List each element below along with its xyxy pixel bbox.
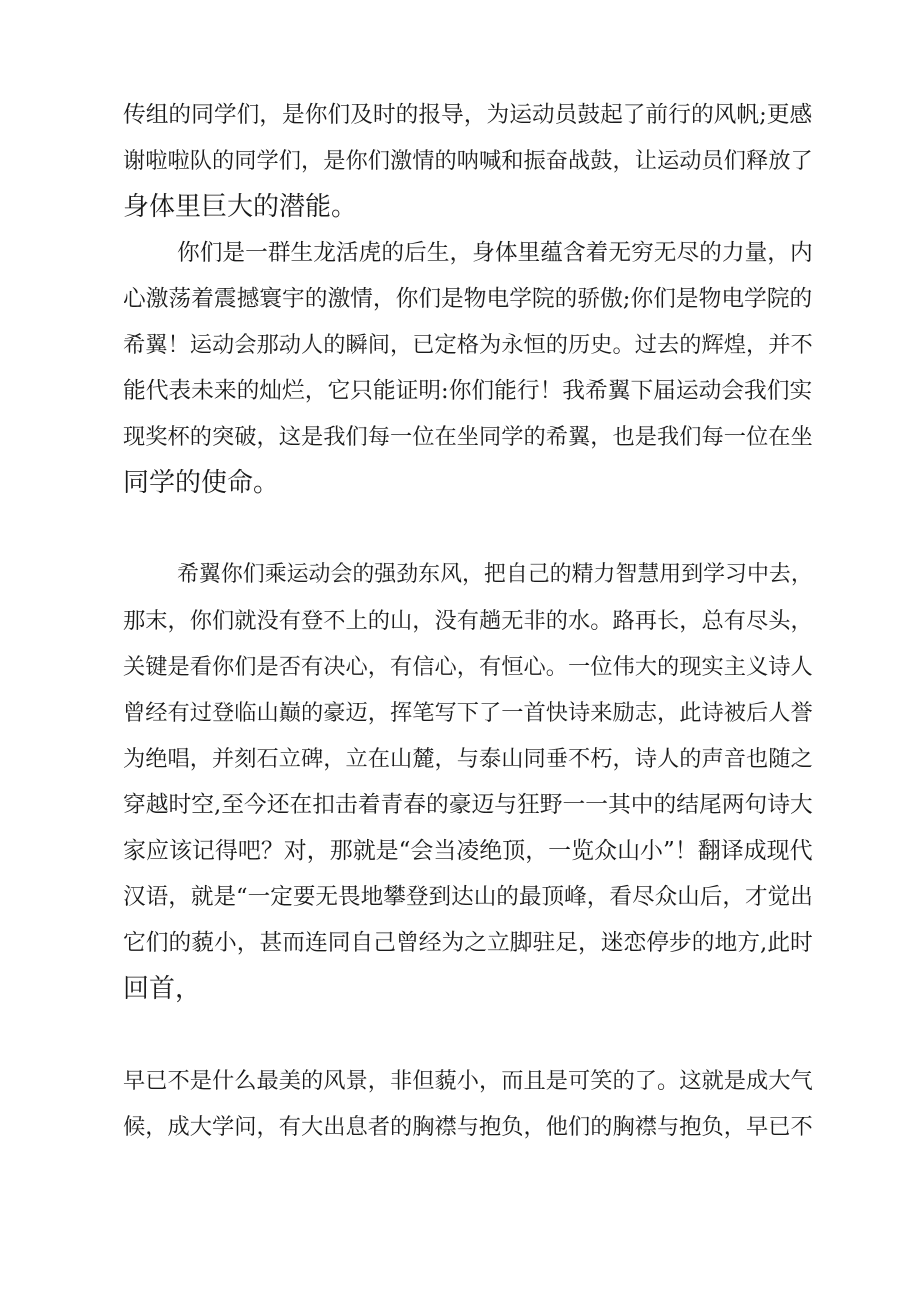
text-line: 关键是看你们是否有决心，有信心，有恒心。一位伟大的现实主义诗人	[123, 654, 813, 680]
paragraph-pride	[123, 230, 813, 506]
paragraph-ambition	[123, 1058, 813, 1150]
text-line: 候，成大学问，有大出息者的胸襟与抱负，他们的胸襟与抱负，早已不	[123, 1114, 813, 1140]
text-line: 谢啦啦队的同学们，是你们激情的呐喊和振奋战鼓，让运动员们释放了	[123, 148, 813, 174]
text-line: 你们是一群生龙活虎的后生，身体里蕴含着无穷无尽的力量，内	[177, 240, 813, 266]
text-line: 汉语，就是“一定要无畏地攀登到达山的最顶峰，看尽众山后，才觉出	[123, 884, 813, 910]
text-line: 希翼！运动会那动人的瞬间，已定格为永恒的历史。过去的辉煌，并不	[123, 332, 813, 358]
text-line: 家应该记得吧？对，那就是“会当凌绝顶，一览众山小”！翻译成现代	[123, 838, 813, 864]
text-line: 心激荡着震撼寰宇的激情，你们是物电学院的骄傲;你们是物电学院的	[123, 286, 813, 312]
text-line: 希翼你们乘运动会的强劲东风，把自己的精力智慧用到学习中去，	[177, 562, 813, 587]
text-line: 早已不是什么最美的风景，非但藐小，而且是可笑的了。这就是成大气	[123, 1068, 813, 1094]
text-line: 现奖杯的突破，这是我们每一位在坐同学的希翼，也是我们每一位在坐	[123, 424, 813, 450]
text-line: 它们的藐小，甚而连同自己曾经为之立脚驻足，迷恋停步的地方,此时	[123, 930, 813, 956]
text-line: 穿越时空,至今还在扣击着青春的豪迈与狂野一一其中的结尾两句诗大	[123, 792, 813, 818]
text-line: 身体里巨大的潜能。	[123, 192, 358, 222]
paragraph-poem	[123, 552, 813, 1012]
text-line: 那末，你们就没有登不上的山，没有趟无非的水。路再长，总有尽头，	[123, 608, 813, 634]
text-line: 传组的同学们，是你们及时的报导，为运动员鼓起了前行的风帆;更感	[123, 102, 813, 128]
text-line: 曾经有过登临山巅的豪迈，挥笔写下了一首快诗来励志，此诗被后人誉	[123, 700, 813, 726]
text-line: 为绝唱，并刻石立碑，立在山麓，与泰山同垂不朽，诗人的声音也随之	[123, 746, 813, 772]
text-line: 能代表未来的灿烂，它只能证明:你们能行！我希翼下届运动会我们实	[123, 378, 813, 404]
text-line: 回首，	[123, 974, 202, 1004]
paragraph-thanks	[123, 92, 813, 230]
text-line: 同学的使命。	[123, 468, 280, 498]
